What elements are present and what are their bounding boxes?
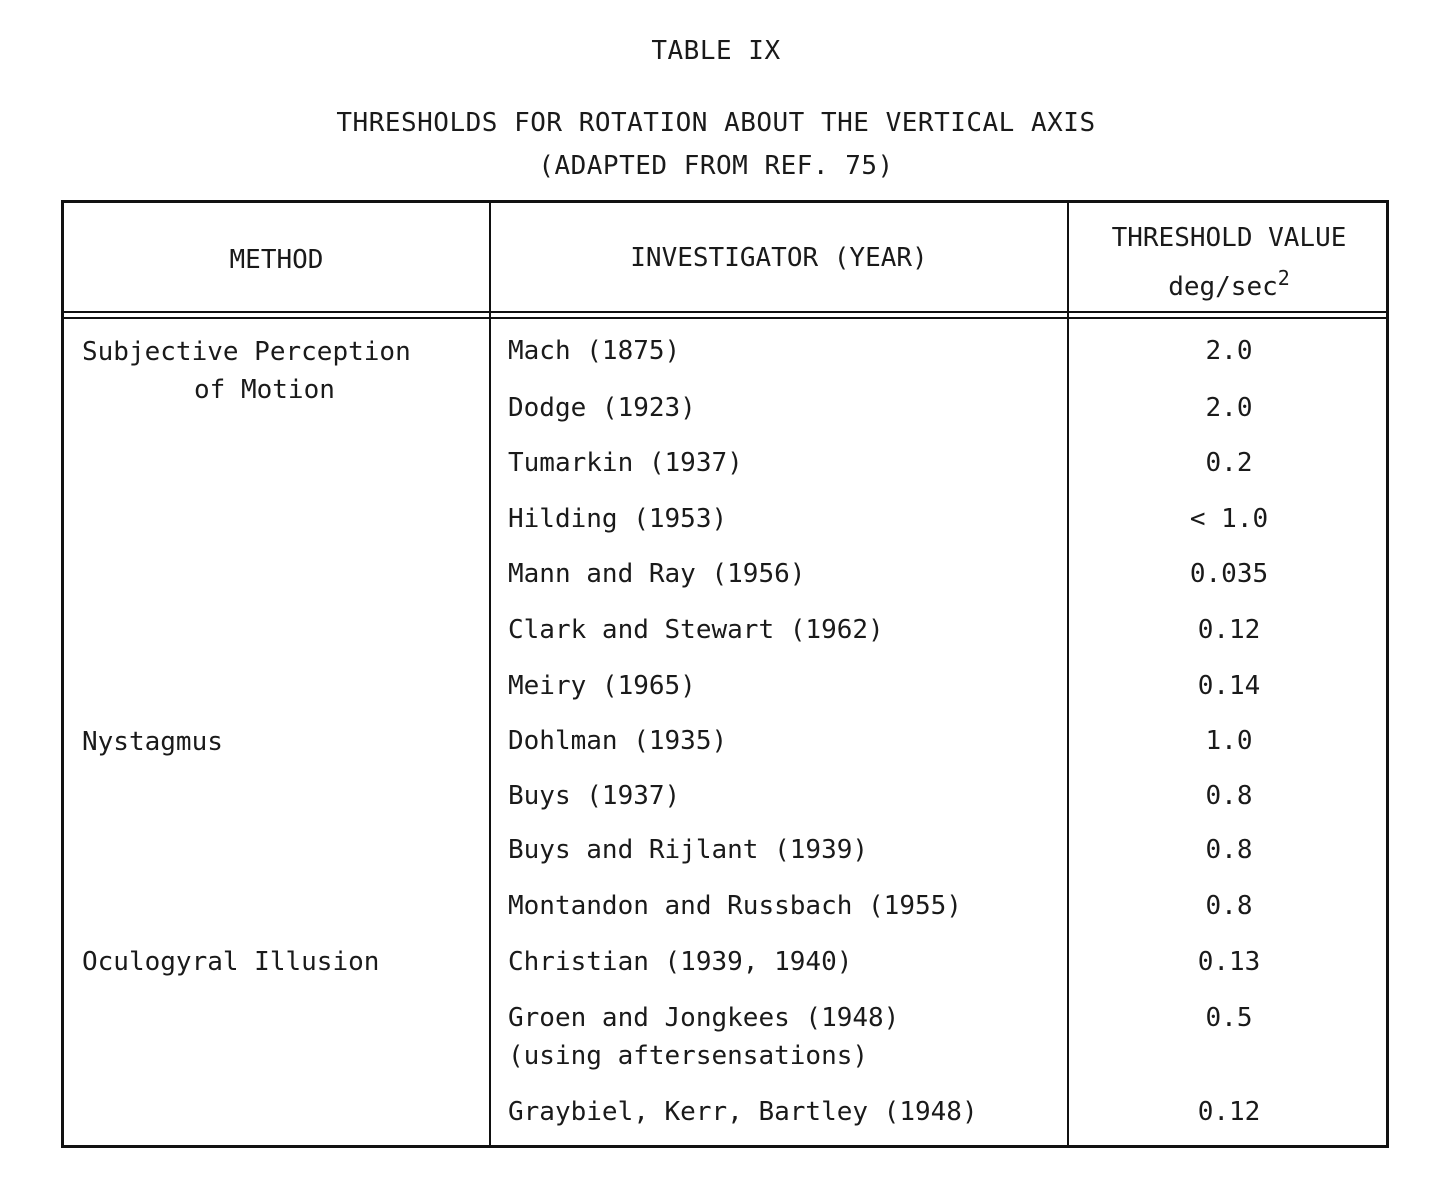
method-nystagmus: Nystagmus bbox=[82, 727, 223, 757]
method-subjective-perception: Subjective Perception bbox=[82, 337, 411, 367]
table-row-investigator: Mach (1875) bbox=[508, 336, 681, 366]
table-row-value: 0.8 bbox=[1205, 891, 1253, 921]
table-row-investigator: Hilding (1953) bbox=[508, 504, 728, 534]
method-oculogyral-illusion: Oculogyral Illusion bbox=[82, 947, 380, 977]
table-row-investigator: Christian (1939, 1940) bbox=[508, 947, 853, 977]
header-threshold-line2: deg/sec bbox=[1168, 272, 1278, 302]
table-row-investigator: Dodge (1923) bbox=[508, 393, 696, 423]
table-title: THRESHOLDS FOR ROTATION ABOUT THE VERTICAL AXIS bbox=[336, 108, 1096, 138]
table-row-value: 0.12 bbox=[1197, 1097, 1261, 1127]
table-row-investigator: Tumarkin (1937) bbox=[508, 448, 743, 478]
table-row-investigator: Buys and Rijlant (1939) bbox=[508, 835, 869, 865]
header-threshold-exponent: 2 bbox=[1277, 266, 1290, 290]
table-subtitle: (ADAPTED FROM REF. 75) bbox=[538, 151, 894, 181]
table-row-value: 0.2 bbox=[1205, 448, 1253, 478]
table-row-investigator: Montandon and Russbach (1955) bbox=[508, 891, 962, 921]
table-row-investigator: Clark and Stewart (1962) bbox=[508, 615, 884, 645]
column-divider bbox=[489, 203, 491, 1145]
header-investigator: INVESTIGATOR (YEAR) bbox=[630, 243, 928, 273]
header-rule bbox=[64, 317, 1386, 319]
table-row-value: 0.12 bbox=[1197, 615, 1261, 645]
header-method: METHOD bbox=[229, 245, 324, 275]
thresholds-table bbox=[61, 200, 1389, 1148]
table-row-investigator-line2: (using aftersensations) bbox=[508, 1041, 869, 1071]
table-row-value: 0.8 bbox=[1205, 835, 1253, 865]
header-rule bbox=[64, 311, 1386, 313]
table-number: TABLE IX bbox=[651, 36, 781, 66]
table-row-value: 0.14 bbox=[1197, 671, 1261, 701]
table-row-investigator: Mann and Ray (1956) bbox=[508, 559, 806, 589]
table-row-value: 0.13 bbox=[1197, 947, 1261, 977]
table-row-investigator: Dohlman (1935) bbox=[508, 726, 728, 756]
table-row-investigator: Graybiel, Kerr, Bartley (1948) bbox=[508, 1097, 978, 1127]
table-row-value: 0.035 bbox=[1189, 559, 1269, 589]
table-row-investigator: Buys (1937) bbox=[508, 781, 681, 811]
header-threshold bbox=[1069, 219, 1389, 257]
header-threshold-units bbox=[1069, 259, 1389, 306]
table-row-value: 0.5 bbox=[1205, 1003, 1253, 1033]
table-row-investigator: Groen and Jongkees (1948) bbox=[508, 1003, 900, 1033]
header-threshold-line1: THRESHOLD VALUE bbox=[1111, 223, 1347, 253]
table-row-value: 0.8 bbox=[1205, 781, 1253, 811]
table-row-value: 2.0 bbox=[1205, 393, 1253, 423]
table-row-value: 2.0 bbox=[1205, 336, 1253, 366]
table-row-value: < 1.0 bbox=[1189, 504, 1269, 534]
method-subjective-perception-line2: of Motion bbox=[194, 375, 335, 405]
table-row-value: 1.0 bbox=[1205, 726, 1253, 756]
table-row-investigator: Meiry (1965) bbox=[508, 671, 696, 701]
